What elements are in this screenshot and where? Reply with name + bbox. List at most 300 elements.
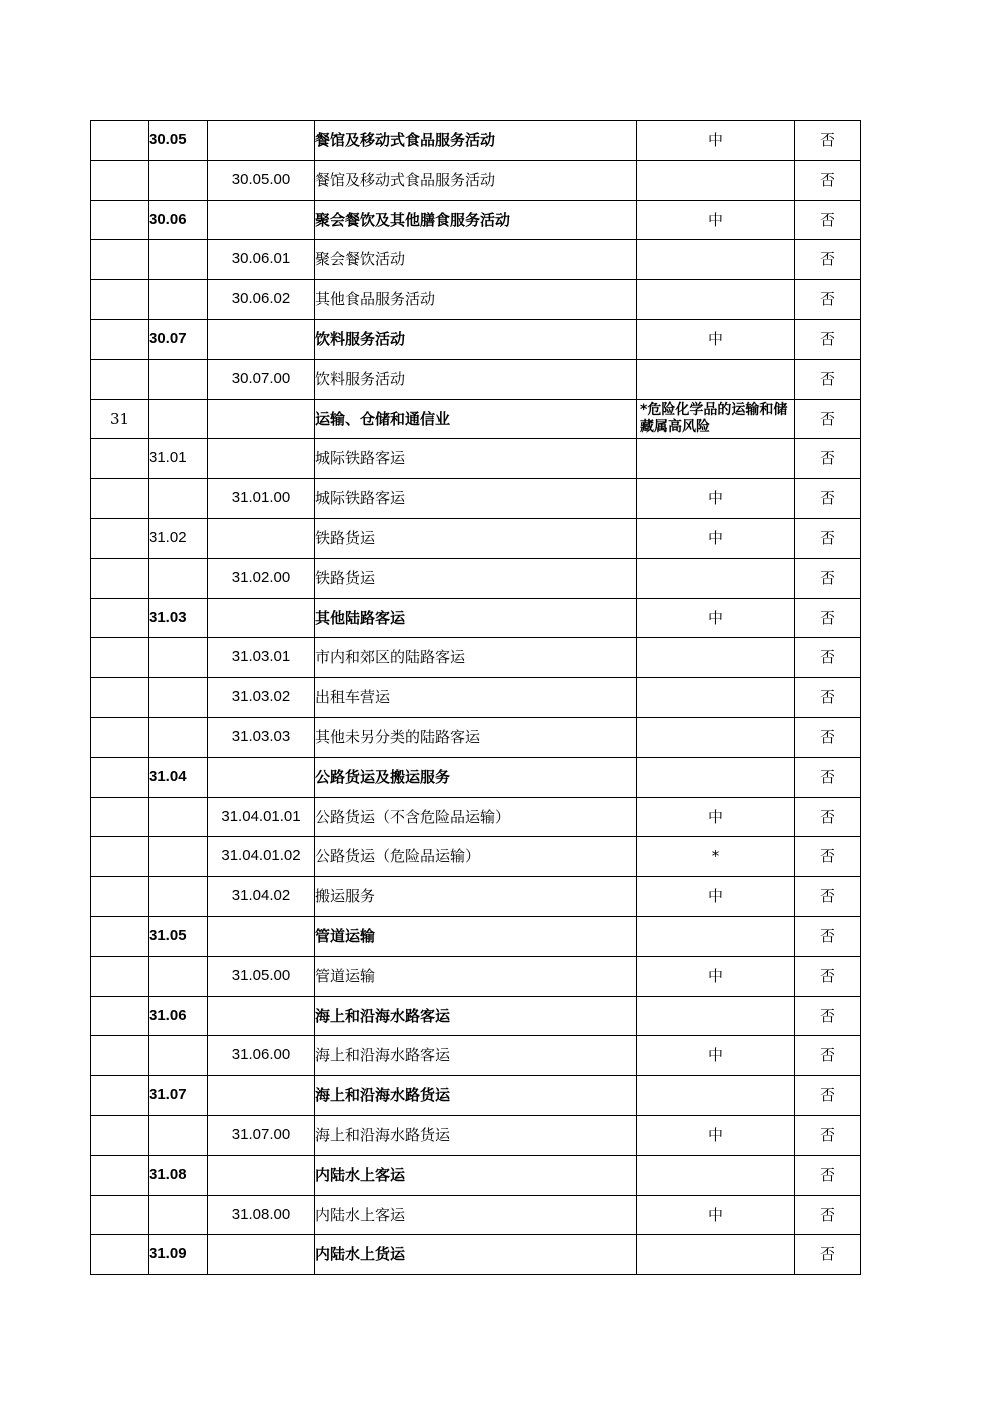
class-code-cell [208, 280, 315, 320]
class-code-cell [208, 1195, 315, 1235]
group-code-cell [149, 439, 208, 479]
group-code-cell [149, 717, 208, 757]
industry-name-cell [315, 837, 637, 877]
industry-name-text: 餐馆及移动式食品服务活动 [315, 170, 496, 189]
industry-name-text: 餐馆及移动式食品服务活动 [315, 131, 496, 150]
flag-text: 否 [819, 330, 835, 348]
table-row [91, 558, 861, 598]
risk-level-cell [637, 717, 795, 757]
industry-name-text: 海上和沿海水路货运 [315, 1125, 451, 1144]
flag-cell [795, 797, 861, 837]
risk-level-cell [637, 1076, 795, 1116]
table-row [91, 240, 861, 280]
flag-text: 否 [819, 1245, 835, 1264]
flag-text: 否 [819, 688, 835, 707]
division-code-cell [91, 638, 149, 678]
flag-cell [795, 439, 861, 479]
flag-cell [795, 877, 861, 917]
industry-name-cell [315, 1195, 637, 1235]
flag-text: 否 [819, 449, 835, 468]
industry-name-cell [315, 1155, 637, 1195]
group-code-cell [149, 638, 208, 678]
group-code-cell [149, 200, 208, 240]
flag-text: 否 [819, 767, 835, 786]
risk-level-cell [637, 956, 795, 996]
risk-level-text: 中 [707, 131, 723, 150]
risk-level-cell [637, 837, 795, 877]
flag-text: 否 [819, 170, 835, 189]
group-code-text: 31.07 [149, 1086, 187, 1104]
flag-cell [795, 558, 861, 598]
group-code-cell [149, 1036, 208, 1076]
group-code-text: 31.02 [149, 528, 187, 546]
flag-text: 否 [819, 1046, 835, 1065]
flag-cell [795, 956, 861, 996]
class-code-cell [208, 479, 315, 519]
table-row [91, 1036, 861, 1076]
group-code-cell [149, 797, 208, 837]
class-code-text: 31.03.02 [231, 688, 291, 706]
risk-level-cell [637, 439, 795, 479]
flag-text: 否 [819, 847, 835, 866]
group-code-cell [149, 121, 208, 161]
division-code-cell [91, 240, 149, 280]
class-code-cell [208, 1036, 315, 1076]
risk-level-cell [637, 399, 795, 439]
table-row [91, 280, 861, 320]
group-code-cell [149, 558, 208, 598]
flag-cell [795, 121, 861, 161]
flag-cell [795, 240, 861, 280]
risk-level-text: *危险化学品的运输和储藏属高风险 [640, 402, 788, 435]
industry-name-text: 铁路货运 [315, 528, 376, 547]
group-code-text: 30.05 [149, 131, 187, 149]
flag-text: 否 [819, 489, 835, 508]
risk-level-cell [637, 598, 795, 638]
table-row [91, 439, 861, 479]
industry-name-text: 海上和沿海水路客运 [315, 1046, 451, 1065]
class-code-text: 31.02.00 [231, 568, 291, 586]
class-code-cell [208, 200, 315, 240]
class-code-cell [208, 319, 315, 359]
table-row [91, 638, 861, 678]
industry-name-cell [315, 479, 637, 519]
industry-name-cell [315, 996, 637, 1036]
division-code-cell [91, 956, 149, 996]
table-row [91, 1235, 861, 1275]
industry-name-cell [315, 1076, 637, 1116]
industry-name-text: 内陆水上客运 [315, 1205, 406, 1224]
flag-text: 否 [819, 409, 835, 428]
risk-level-text: 中 [707, 489, 723, 508]
class-code-text: 31.04.02 [231, 887, 291, 905]
risk-level-cell [637, 359, 795, 399]
group-code-cell [149, 678, 208, 718]
table-row [91, 956, 861, 996]
industry-name-text: 运输、仓储和通信业 [315, 409, 451, 428]
group-code-cell [149, 399, 208, 439]
flag-cell [795, 399, 861, 439]
table-row [91, 518, 861, 558]
flag-cell [795, 1076, 861, 1116]
flag-text: 否 [819, 369, 835, 388]
risk-level-cell [637, 319, 795, 359]
industry-name-cell [315, 1115, 637, 1155]
division-code-cell [91, 518, 149, 558]
industry-name-cell [315, 877, 637, 917]
group-code-text: 31.03 [149, 608, 187, 626]
industry-name-text: 管道运输 [315, 966, 376, 985]
industry-name-cell [315, 518, 637, 558]
flag-text: 否 [819, 926, 835, 945]
class-code-cell [208, 797, 315, 837]
class-code-cell [208, 837, 315, 877]
division-code-cell [91, 757, 149, 797]
table-row [91, 717, 861, 757]
class-code-cell [208, 399, 315, 439]
division-code-cell [91, 1235, 149, 1275]
industry-name-text: 城际铁路客运 [315, 449, 406, 468]
table-row [91, 399, 861, 439]
class-code-text: 31.03.01 [231, 648, 291, 666]
division-code-cell [91, 200, 149, 240]
table-row [91, 598, 861, 638]
flag-cell [795, 1235, 861, 1275]
class-code-cell [208, 439, 315, 479]
industry-name-text: 搬运服务 [315, 887, 376, 906]
group-code-text: 30.06 [149, 210, 187, 228]
class-code-text: 31.08.00 [231, 1205, 291, 1223]
risk-level-cell [637, 1036, 795, 1076]
flag-cell [795, 200, 861, 240]
class-code-text: 31.07.00 [231, 1125, 291, 1143]
class-code-cell [208, 359, 315, 399]
industry-name-text: 海上和沿海水路货运 [315, 1086, 451, 1105]
class-code-text: 30.07.00 [231, 369, 291, 387]
division-code-cell [91, 359, 149, 399]
flag-text: 否 [819, 250, 835, 269]
class-code-cell [208, 678, 315, 718]
industry-name-cell [315, 319, 637, 359]
industry-name-text: 聚会餐饮及其他膳食服务活动 [315, 210, 511, 229]
division-code-cell [91, 797, 149, 837]
division-code-cell [91, 558, 149, 598]
division-code-cell [91, 996, 149, 1036]
risk-level-cell [637, 200, 795, 240]
flag-cell [795, 280, 861, 320]
group-code-text: 31.04 [149, 767, 187, 785]
division-code-cell [91, 1115, 149, 1155]
industry-name-cell [315, 439, 637, 479]
risk-level-cell [637, 518, 795, 558]
flag-cell [795, 479, 861, 519]
division-code-cell [91, 1036, 149, 1076]
division-code-cell [91, 479, 149, 519]
flag-text: 否 [819, 131, 835, 150]
division-code-cell [91, 877, 149, 917]
risk-level-text: 中 [707, 528, 723, 547]
group-code-cell [149, 1076, 208, 1116]
risk-level-cell [637, 996, 795, 1036]
class-code-text: 31.01.00 [231, 489, 291, 507]
division-code-cell [91, 280, 149, 320]
industry-name-cell [315, 558, 637, 598]
industry-name-cell [315, 678, 637, 718]
risk-level-cell [637, 121, 795, 161]
class-code-text: 31.06.00 [231, 1046, 291, 1064]
division-code-cell [91, 717, 149, 757]
industry-name-text: 内陆水上客运 [315, 1165, 406, 1184]
class-code-text: 30.05.00 [231, 170, 291, 188]
industry-name-cell [315, 916, 637, 956]
risk-level-cell [637, 1155, 795, 1195]
risk-level-cell [637, 678, 795, 718]
group-code-cell [149, 757, 208, 797]
table-row [91, 160, 861, 200]
table-row [91, 479, 861, 519]
industry-name-text: 铁路货运 [315, 568, 376, 587]
table-row [91, 877, 861, 917]
flag-text: 否 [819, 1125, 835, 1144]
flag-text: 否 [819, 807, 835, 826]
industry-name-text: 城际铁路客运 [315, 489, 406, 508]
table-row [91, 1076, 861, 1116]
group-code-cell [149, 837, 208, 877]
class-code-text: 30.06.01 [231, 250, 291, 268]
risk-level-cell [637, 1235, 795, 1275]
industry-name-text: 其他陆路客运 [315, 608, 406, 627]
class-code-cell [208, 121, 315, 161]
table-row [91, 319, 861, 359]
table-row [91, 1115, 861, 1155]
class-code-cell [208, 757, 315, 797]
class-code-cell [208, 996, 315, 1036]
industry-name-text: 出租车营运 [315, 688, 391, 707]
risk-level-cell [637, 757, 795, 797]
table-row [91, 678, 861, 718]
risk-level-text: 中 [707, 1046, 723, 1065]
group-code-cell [149, 1115, 208, 1155]
risk-level-text: 中 [707, 807, 723, 826]
risk-level-cell [637, 1195, 795, 1235]
flag-text: 否 [819, 966, 835, 985]
table-row [91, 916, 861, 956]
flag-text: 否 [819, 727, 835, 746]
class-code-cell [208, 1155, 315, 1195]
table-row [91, 1155, 861, 1195]
industry-name-cell [315, 717, 637, 757]
class-code-cell [208, 638, 315, 678]
group-code-cell [149, 240, 208, 280]
division-code-cell [91, 837, 149, 877]
flag-text: 否 [819, 1205, 835, 1224]
group-code-cell [149, 1235, 208, 1275]
division-code-cell [91, 916, 149, 956]
risk-level-text: 中 [707, 887, 723, 906]
risk-level-cell [637, 877, 795, 917]
group-code-text: 31.05 [149, 926, 187, 944]
industry-name-cell [315, 1036, 637, 1076]
flag-cell [795, 359, 861, 399]
risk-level-cell [637, 240, 795, 280]
risk-level-text: 中 [707, 210, 723, 229]
industry-name-text: 管道运输 [315, 926, 376, 945]
flag-text: 否 [819, 887, 835, 906]
group-code-cell [149, 319, 208, 359]
industry-name-text: 饮料服务活动 [315, 330, 406, 348]
division-code-cell [91, 678, 149, 718]
flag-text: 否 [819, 608, 835, 627]
flag-text: 否 [819, 568, 835, 587]
division-code-text: 31 [109, 409, 130, 428]
industry-risk-table [90, 120, 861, 1275]
class-code-cell [208, 518, 315, 558]
risk-level-text: 中 [707, 1125, 723, 1144]
table-row [91, 797, 861, 837]
class-code-text: 31.05.00 [231, 966, 291, 984]
class-code-text: 31.04.01.01 [221, 807, 301, 825]
table-row [91, 996, 861, 1036]
group-code-cell [149, 1155, 208, 1195]
industry-name-cell [315, 399, 637, 439]
flag-cell [795, 319, 861, 359]
flag-cell [795, 518, 861, 558]
risk-level-cell [637, 280, 795, 320]
flag-cell [795, 638, 861, 678]
flag-text: 否 [819, 1086, 835, 1105]
flag-cell [795, 1155, 861, 1195]
industry-name-text: 公路货运及搬运服务 [315, 767, 451, 786]
class-code-cell [208, 558, 315, 598]
class-code-cell [208, 877, 315, 917]
group-code-cell [149, 479, 208, 519]
industry-name-text: 公路货运（不含危险品运输） [315, 807, 511, 826]
industry-name-cell [315, 1235, 637, 1275]
flag-cell [795, 160, 861, 200]
group-code-cell [149, 280, 208, 320]
division-code-cell [91, 439, 149, 479]
group-code-cell [149, 598, 208, 638]
division-code-cell [91, 121, 149, 161]
risk-level-text: 中 [707, 1205, 723, 1224]
industry-name-text: 聚会餐饮活动 [315, 250, 406, 269]
flag-cell [795, 837, 861, 877]
group-code-cell [149, 996, 208, 1036]
flag-text: 否 [819, 1165, 835, 1184]
class-code-text: 31.04.01.02 [221, 847, 301, 865]
flag-cell [795, 1036, 861, 1076]
table-row [91, 200, 861, 240]
table-body [91, 121, 861, 1275]
group-code-cell [149, 160, 208, 200]
class-code-cell [208, 956, 315, 996]
group-code-cell [149, 956, 208, 996]
risk-level-text: * [711, 847, 720, 866]
flag-text: 否 [819, 1006, 835, 1025]
risk-level-cell [637, 160, 795, 200]
flag-cell [795, 757, 861, 797]
flag-cell [795, 678, 861, 718]
risk-level-cell [637, 479, 795, 519]
industry-name-text: 内陆水上货运 [315, 1245, 406, 1264]
division-code-cell [91, 399, 149, 439]
industry-name-text: 饮料服务活动 [315, 369, 406, 388]
group-code-text: 30.07 [149, 330, 187, 347]
industry-name-text: 其他食品服务活动 [315, 290, 436, 309]
industry-name-cell [315, 200, 637, 240]
risk-level-cell [637, 1115, 795, 1155]
group-code-text: 31.01 [149, 449, 187, 467]
risk-level-text: 中 [707, 330, 723, 348]
flag-cell [795, 916, 861, 956]
division-code-cell [91, 1076, 149, 1116]
flag-cell [795, 717, 861, 757]
division-code-cell [91, 319, 149, 359]
table-row [91, 359, 861, 399]
class-code-cell [208, 598, 315, 638]
division-code-cell [91, 598, 149, 638]
group-code-text: 31.06 [149, 1006, 187, 1024]
class-code-cell [208, 717, 315, 757]
group-code-text: 31.08 [149, 1165, 187, 1183]
table-row [91, 757, 861, 797]
flag-text: 否 [819, 290, 835, 309]
industry-name-cell [315, 121, 637, 161]
industry-name-cell [315, 160, 637, 200]
class-code-text: 31.03.03 [231, 727, 291, 745]
industry-name-cell [315, 638, 637, 678]
risk-level-cell [637, 558, 795, 598]
group-code-text: 31.09 [149, 1245, 187, 1263]
class-code-cell [208, 240, 315, 280]
flag-text: 否 [819, 528, 835, 547]
industry-name-text: 海上和沿海水路客运 [315, 1006, 451, 1025]
industry-name-cell [315, 757, 637, 797]
flag-cell [795, 598, 861, 638]
table-row [91, 837, 861, 877]
flag-cell [795, 1115, 861, 1155]
class-code-cell [208, 160, 315, 200]
class-code-cell [208, 916, 315, 956]
class-code-text: 30.06.02 [231, 290, 291, 308]
flag-cell [795, 1195, 861, 1235]
class-code-cell [208, 1115, 315, 1155]
risk-level-text: 中 [707, 966, 723, 985]
risk-level-cell [637, 916, 795, 956]
division-code-cell [91, 1195, 149, 1235]
industry-name-cell [315, 359, 637, 399]
class-code-cell [208, 1235, 315, 1275]
class-code-cell [208, 1076, 315, 1116]
industry-name-cell [315, 797, 637, 837]
flag-text: 否 [819, 648, 835, 667]
group-code-cell [149, 518, 208, 558]
table-row [91, 121, 861, 161]
industry-name-text: 公路货运（危险品运输） [315, 847, 481, 866]
group-code-cell [149, 359, 208, 399]
risk-level-cell [637, 638, 795, 678]
group-code-cell [149, 877, 208, 917]
group-code-cell [149, 1195, 208, 1235]
industry-name-cell [315, 240, 637, 280]
flag-text: 否 [819, 210, 835, 229]
group-code-cell [149, 916, 208, 956]
risk-level-text: 中 [707, 608, 723, 627]
industry-name-cell [315, 280, 637, 320]
industry-name-text: 其他未另分类的陆路客运 [315, 727, 481, 746]
division-code-cell [91, 160, 149, 200]
flag-cell [795, 996, 861, 1036]
